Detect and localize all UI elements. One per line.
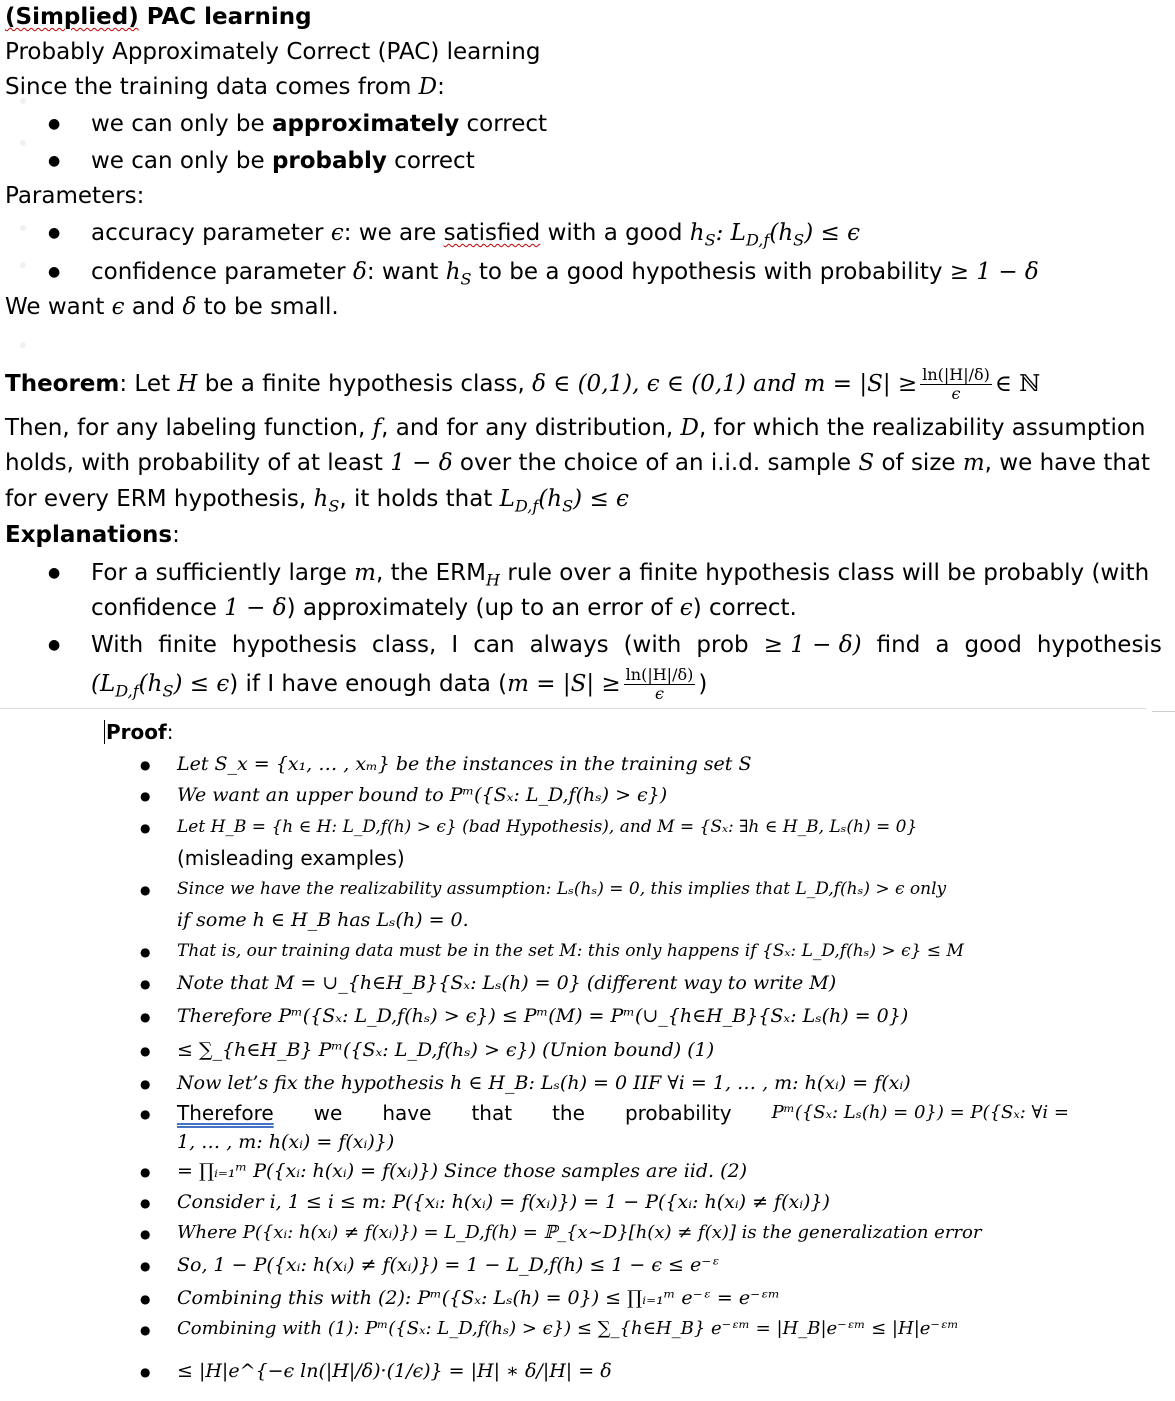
bullet-icon — [140, 970, 150, 997]
proof-item: Combining this with (2): Pᵐ({Sₓ: Lₛ(h) = 0}) ≤ ∏ᵢ₌₁ᵐ e⁻ᵋ = e⁻ᵋᵐ — [177, 1287, 780, 1309]
parameters-label: Parameters: — [5, 183, 145, 209]
bullet-icon — [140, 1358, 150, 1385]
proof-item: So, 1 − P({xᵢ: h(xᵢ) ≠ f(xᵢ)}) = 1 − L_D,f(h) ≤ 1 − ϵ ≤ e⁻ᵋ — [177, 1254, 720, 1276]
theorem-line: for every ERM hypothesis, $h_S$, it holds that $L_{D,f}(h_S) \le \epsilon$ — [5, 486, 629, 516]
proof-item: Let S_x = {x₁, … , xₘ} be the instances in the training set S — [177, 753, 752, 775]
bullet-icon — [140, 1070, 150, 1097]
small-line: We want ϵ and δ to be small. — [5, 294, 339, 320]
spell-flagged-word[interactable]: satisfied — [443, 220, 541, 246]
list-item: confidence parameter δ: want $h_S$ to be a good hypothesis with probability ≥ 1 − δ — [91, 259, 1039, 289]
list-item-continuation: $(L_{D,f}(h_S) \le \epsilon)$ if I have enough data (m = |S| ≥ $\frac{\ln(|H|/\delta)}{\epsilon}$ ) — [91, 665, 708, 703]
page-separator — [0, 708, 1146, 709]
list-item: For a sufficiently large m, the $ERM_H$ rule over a finite hypothesis class will be probably (with — [91, 560, 1150, 590]
subtitle: Probably Approximately Correct (PAC) learning — [5, 39, 541, 65]
since-line: Since the training data comes from D: — [5, 74, 445, 100]
bullet-icon — [140, 1285, 150, 1312]
bullet-icon — [48, 218, 60, 248]
paragraph-marker — [20, 140, 26, 146]
proof-item: Consider i, 1 ≤ i ≤ m: P({xᵢ: h(xᵢ) = f(xᵢ)}) = 1 − P({xᵢ: h(xᵢ) ≠ f(xᵢ)}) — [177, 1191, 830, 1213]
bullet-icon — [140, 1316, 150, 1343]
proof-item: Note that M = ∪_{h∈H_B}{Sₓ: Lₛ(h) = 0} (different way to write M) — [177, 972, 837, 994]
list-item: accuracy parameter ϵ: we are satisfied with a good $h_S$: $L_{D,f}(h_S) \le \epsilon$ — [91, 220, 860, 250]
text-cursor — [104, 720, 105, 744]
fraction: $\frac{\ln(|H|/\delta)}{\epsilon}$ — [922, 365, 990, 403]
proof-item-continuation: if some h ∈ H_B has Lₛ(h) = 0. — [177, 909, 469, 931]
bullet-icon — [140, 814, 150, 841]
grammar-flagged-word[interactable]: Therefore — [177, 1101, 274, 1125]
fraction: $\frac{\ln(|H|/\delta)}{\epsilon}$ — [625, 665, 694, 703]
proof-item: = ∏ᵢ₌₁ᵐ P({xᵢ: h(xᵢ) = f(xᵢ)}) Since those samples are iid. (2) — [177, 1160, 748, 1182]
proof-item-continuation: (misleading examples) — [177, 846, 405, 870]
bullet-icon — [140, 1220, 150, 1247]
bullet-icon — [48, 558, 60, 588]
spell-flagged-word[interactable]: (Simplied) — [5, 4, 139, 30]
proof-item: Let H_B = {h ∈ H: L_D,f(h) > ϵ} (bad Hypothesis), and M = {Sₓ: ∃h ∈ H_B, Lₛ(h) = 0} — [177, 817, 918, 837]
theorem-line: Then, for any labeling function, f, and for any distribution, D, for which the realizability assumption — [5, 415, 1146, 441]
proof-item: Now let’s fix the hypothesis h ∈ H_B: Lₛ(h) = 0 IIF ∀i = 1, … , m: h(xᵢ) = f(xᵢ) — [177, 1072, 911, 1094]
theorem-line: holds, with probability of at least 1 − δ over the choice of an i.i.d. sample S of size m, we have that — [5, 450, 1151, 476]
theorem-line: Theorem: Let H be a finite hypothesis class, δ ∈ (0,1), ϵ ∈ (0,1) and m = |S| ≥ $\frac{\ln(|H|/\delta)}{\epsilon}$ ∈ ℕ — [5, 365, 1041, 403]
proof-item: ≤ ∑_{h∈H_B} Pᵐ({Sₓ: L_D,f(hₛ) > ϵ}) (Union bound) (1) — [177, 1039, 715, 1061]
list-item: we can only be probably correct — [91, 148, 475, 174]
bullet-icon — [48, 630, 60, 660]
bullet-icon — [140, 938, 150, 965]
proof-item: We want an upper bound to Pᵐ({Sₓ: L_D,f(hₛ) > ϵ}) — [177, 784, 668, 806]
bullet-icon — [140, 876, 150, 903]
bullet-icon — [140, 1252, 150, 1279]
proof-item: That is, our training data must be in the set M: this only happens if {Sₓ: L_D,f(hₛ) > ϵ} ≤ M — [177, 941, 964, 961]
list-item-continuation: confidence 1 − δ) approximately (up to an error of ϵ) correct. — [91, 595, 797, 621]
bullet-icon — [48, 146, 60, 176]
bullet-icon — [140, 1158, 150, 1185]
bullet-icon — [140, 1037, 150, 1064]
proof-item-continuation: 1, … , m: h(xᵢ) = f(xᵢ)}) — [177, 1131, 395, 1153]
bullet-icon — [48, 109, 60, 139]
proof-item: Combining with (1): Pᵐ({Sₓ: L_D,f(hₛ) > ϵ}) ≤ ∑_{h∈H_B} e⁻ᵋᵐ = |H_B|e⁻ᵋᵐ ≤ |H|e⁻ᵋᵐ — [177, 1318, 959, 1339]
proof-item: ≤ |H|e^{−ϵ ln(|H|/δ)·(1/ϵ)} = |H| ∗ δ/|H| = δ — [177, 1360, 612, 1382]
proof-item: Since we have the realizability assumption: Lₛ(hₛ) = 0, this implies that L_D,f(hₛ) > ϵ only — [177, 879, 947, 899]
explanations-label: Explanations: — [5, 522, 180, 548]
paragraph-marker — [20, 342, 26, 348]
bullet-icon — [140, 1189, 150, 1216]
bullet-icon — [140, 1100, 150, 1127]
paragraph-marker — [20, 262, 26, 268]
bullet-icon — [140, 1003, 150, 1030]
bullet-icon — [140, 782, 150, 809]
paragraph-marker — [20, 225, 26, 231]
proof-item: Therefore we have that the probability Pᵐ({Sₓ: Lₛ(h) = 0}) = P({Sₓ: ∀i = — [177, 1101, 1069, 1125]
list-item: With finite hypothesis class, I can always (with prob ≥ 1 − δ) find a good hypothesis — [91, 632, 1162, 658]
page-separator — [1152, 711, 1175, 712]
doc-title: (Simplied) PAC learning — [5, 4, 312, 30]
proof-item: Where P({xᵢ: h(xᵢ) ≠ f(xᵢ)}) = L_D,f(h) = ℙ_{x~D}[h(x) ≠ f(x)] is the generalization error — [177, 1222, 982, 1243]
list-item: we can only be approximately correct — [91, 111, 548, 137]
bullet-icon — [140, 751, 150, 778]
proof-label[interactable]: Proof: — [106, 720, 174, 744]
proof-item: Therefore Pᵐ({Sₓ: L_D,f(hₛ) > ϵ}) ≤ Pᵐ(M) = Pᵐ(∪_{h∈H_B}{Sₓ: Lₛ(h) = 0}) — [177, 1005, 909, 1027]
bullet-icon — [48, 257, 60, 287]
